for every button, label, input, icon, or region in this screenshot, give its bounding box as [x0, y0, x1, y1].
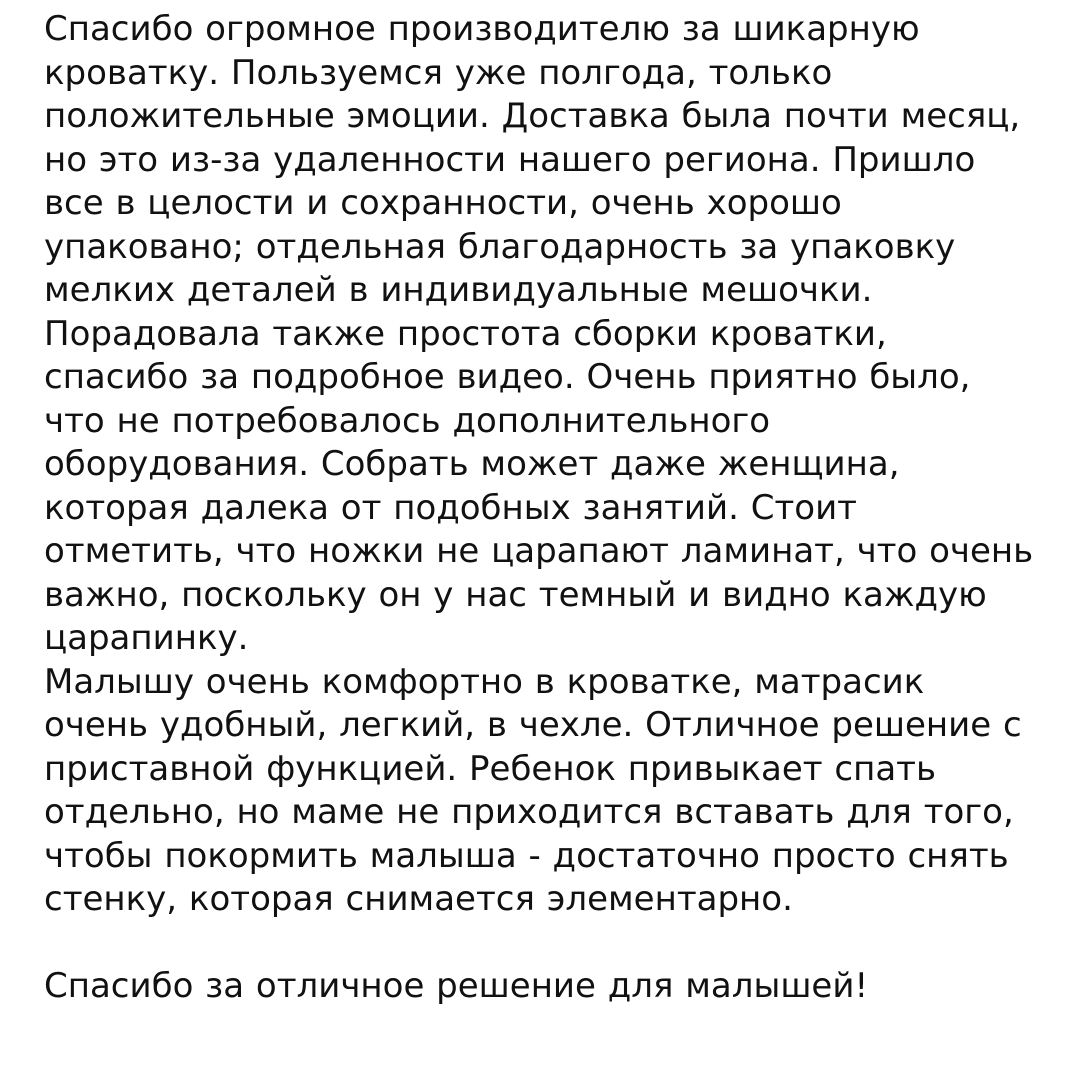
- review-text: [44, 8, 1054, 1009]
- text-line: важно, поскольку он у нас темный и видно каждую: [44, 574, 987, 615]
- text-line: мелких деталей в индивидуальные мешочки.: [44, 270, 873, 310]
- text-line: приставной функцией. Ребенок привыкает спать: [44, 748, 937, 789]
- text-line: Порадовала также простота сборки кроватки,: [44, 313, 887, 354]
- text-line: отдельно, но маме не приходится вставать для того,: [44, 792, 1014, 832]
- text-line: Малышу очень комфортно в кроватке, матрасик: [44, 661, 925, 702]
- text-line: очень удобный, легкий, в чехле. Отличное решение с: [44, 705, 1022, 745]
- text-line: что не потребовалось дополнительного: [44, 400, 771, 441]
- text-line: отметить, что ножки не царапают ламинат, что очень: [44, 531, 1034, 571]
- text-line: спасибо за подробное видео. Очень приятно было,: [44, 357, 971, 397]
- text-line: которая далека от подобных занятий. Стоит: [44, 487, 857, 528]
- text-line: стенку, которая снимается элементарно.: [44, 879, 793, 919]
- text-line: кроватку. Пользуемся уже полгода, только: [44, 52, 833, 93]
- text-line: царапинку.: [44, 618, 249, 658]
- paragraph-gap: [44, 922, 1054, 966]
- text-line: положительные эмоции. Доставка была почти месяц,: [44, 96, 1021, 136]
- text-line: но это из-за удаленности нашего региона. Пришло: [44, 139, 976, 180]
- closing-line: Спасибо за отличное решение для малышей!: [44, 966, 869, 1006]
- text-line: Спасибо огромное производителю за шикарную: [44, 9, 920, 49]
- text-line: все в целости и сохранности, очень хорошо: [44, 183, 842, 223]
- text-line: чтобы покормить малыша - достаточно просто снять: [44, 835, 1009, 876]
- text-line: оборудования. Собрать может даже женщина,: [44, 444, 900, 484]
- text-line: упаковано; отдельная благодарность за упаковку: [44, 226, 956, 267]
